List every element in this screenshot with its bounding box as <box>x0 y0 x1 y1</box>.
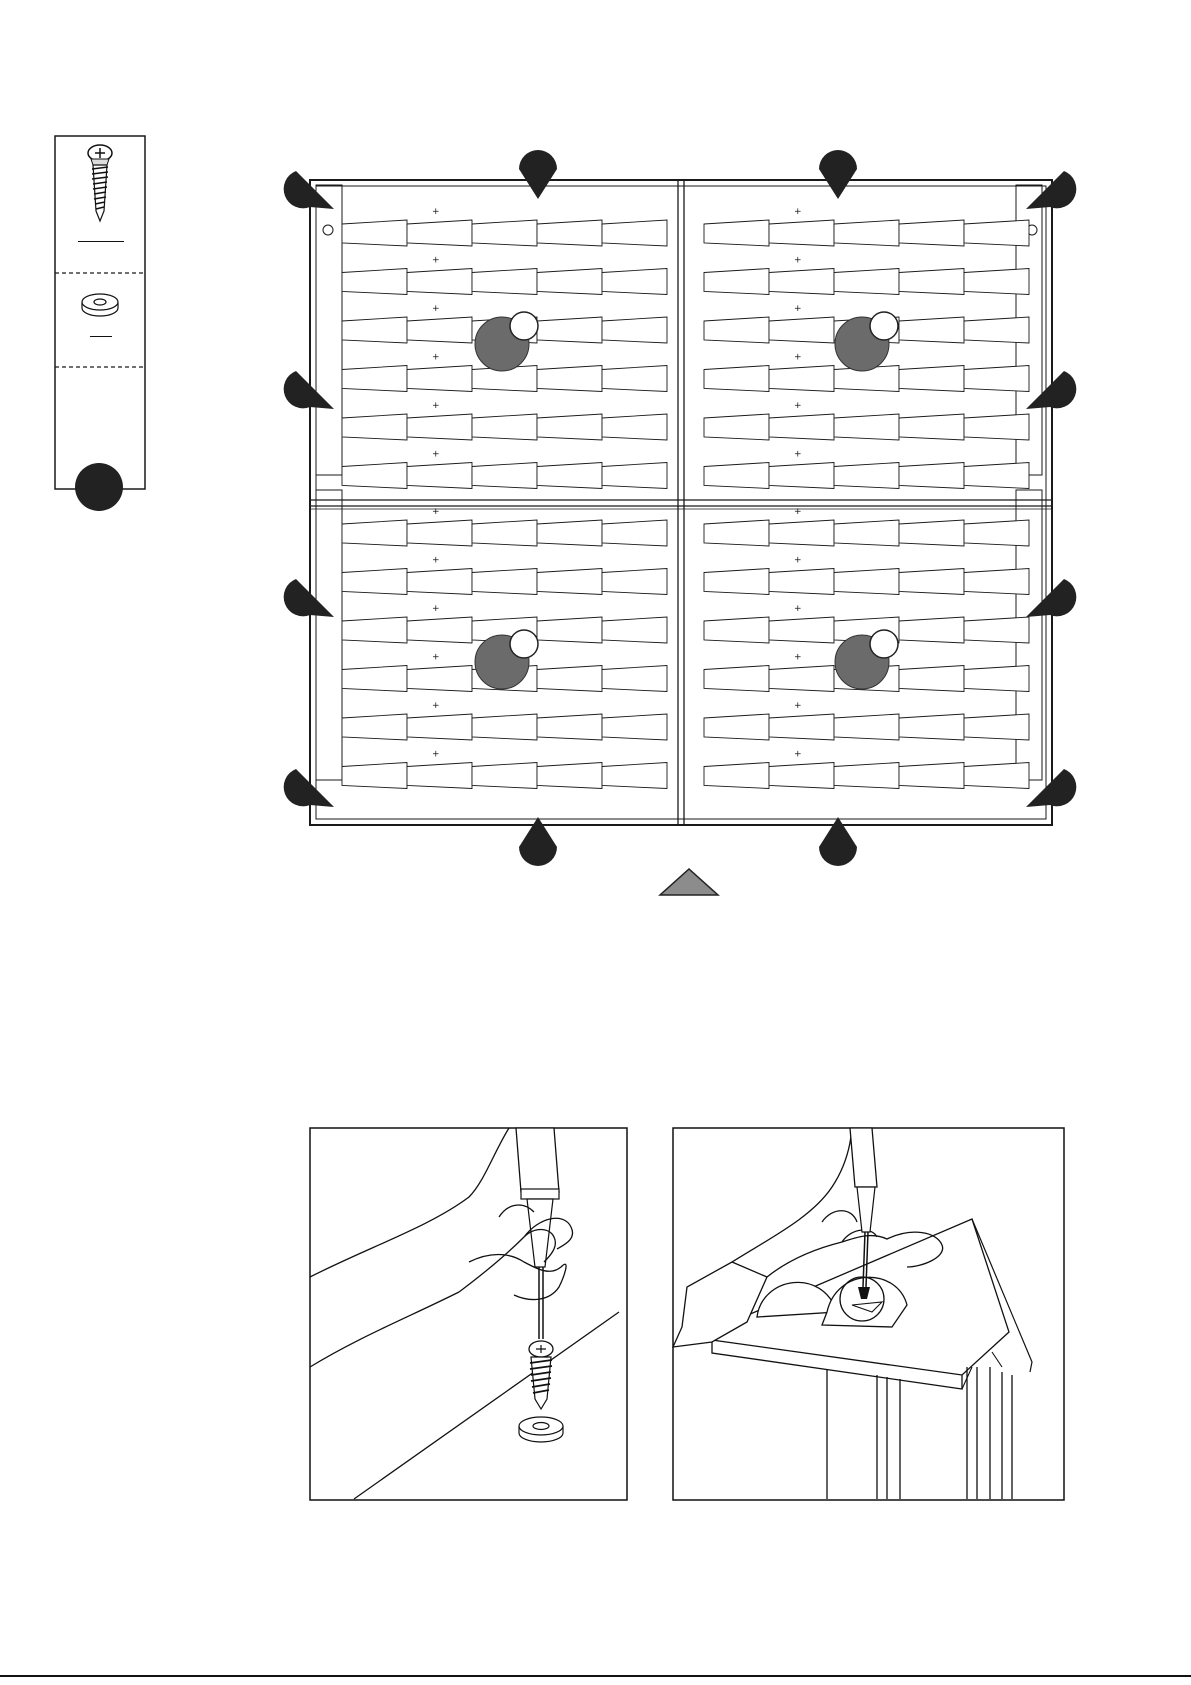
shingle <box>342 763 407 789</box>
shingle <box>769 366 834 392</box>
nail-mark: + <box>432 749 440 760</box>
up-arrow-icon <box>660 869 718 895</box>
shingle <box>342 617 407 643</box>
shingle <box>407 763 472 789</box>
shingle <box>602 617 667 643</box>
shingle <box>964 366 1029 392</box>
shingle <box>899 317 964 343</box>
shingle <box>407 366 472 392</box>
shingle <box>537 763 602 789</box>
nail-mark: + <box>794 401 802 411</box>
shingle <box>537 414 602 440</box>
shingle <box>407 714 472 740</box>
roof-panels-diagram <box>280 145 1080 905</box>
shingle <box>602 520 667 546</box>
shingle <box>407 520 472 546</box>
shingle <box>964 463 1029 489</box>
shingle <box>964 617 1029 643</box>
shingle <box>537 269 602 295</box>
shingle <box>899 617 964 643</box>
shingle <box>964 520 1029 546</box>
nail-mark: + <box>794 352 802 363</box>
shingle <box>704 666 769 692</box>
shingle <box>704 366 769 392</box>
nail-mark: + <box>794 255 802 266</box>
shingle <box>472 269 537 295</box>
shingle <box>704 220 769 246</box>
shingle <box>407 269 472 295</box>
shingle <box>342 666 407 692</box>
shingle <box>342 366 407 392</box>
shingle <box>769 520 834 546</box>
shingle <box>704 714 769 740</box>
nail-mark: + <box>432 207 440 217</box>
shingle <box>472 763 537 789</box>
shingle <box>834 220 899 246</box>
shingle <box>342 269 407 295</box>
shingle <box>407 317 472 343</box>
hardware-panel <box>54 135 146 490</box>
shingle <box>537 714 602 740</box>
shingle <box>964 569 1029 595</box>
shingle <box>537 520 602 546</box>
nail-mark: + <box>794 652 802 663</box>
screw-icon <box>84 143 116 223</box>
shingle <box>769 714 834 740</box>
shingle <box>407 463 472 489</box>
shingle <box>964 317 1029 343</box>
shingle <box>704 763 769 789</box>
shingle <box>769 220 834 246</box>
shingle <box>602 763 667 789</box>
shingle <box>342 317 407 343</box>
part-badge-number <box>510 630 538 658</box>
shingle <box>342 220 407 246</box>
shingle <box>964 220 1029 246</box>
shingle <box>407 666 472 692</box>
shingle <box>342 714 407 740</box>
shingle <box>537 569 602 595</box>
shingle <box>704 520 769 546</box>
shingle <box>899 463 964 489</box>
screwing-washer-illustration <box>309 1127 628 1501</box>
bottom-rule <box>0 1675 1191 1677</box>
shingle <box>899 763 964 789</box>
shingle <box>769 463 834 489</box>
nail-mark: + <box>432 255 440 266</box>
shingle <box>537 317 602 343</box>
shingle <box>899 666 964 692</box>
nail-mark: + <box>432 604 440 614</box>
shingle <box>899 269 964 295</box>
screw-count-line <box>78 241 124 242</box>
shingle <box>472 569 537 595</box>
shingle <box>834 269 899 295</box>
washer-count-line <box>90 336 112 337</box>
shingle <box>602 463 667 489</box>
part-badge-number <box>870 630 898 658</box>
shingle <box>834 569 899 595</box>
shingle <box>407 617 472 643</box>
nail-mark: + <box>794 207 802 217</box>
shingle <box>537 666 602 692</box>
shingle <box>899 366 964 392</box>
nail-mark: + <box>794 749 802 760</box>
shingle <box>407 220 472 246</box>
shingle <box>704 269 769 295</box>
nail-mark: + <box>794 507 802 517</box>
shingle <box>472 463 537 489</box>
nail-mark: + <box>432 449 440 460</box>
nail-mark: + <box>794 304 802 314</box>
shingle <box>342 520 407 546</box>
nail-mark: + <box>794 555 802 566</box>
shingle <box>537 617 602 643</box>
shingle <box>602 317 667 343</box>
shingle <box>769 569 834 595</box>
part-badge-number <box>510 312 538 340</box>
shingle <box>899 569 964 595</box>
part-badge-number <box>870 312 898 340</box>
shingle <box>704 317 769 343</box>
washer-icon <box>78 290 122 320</box>
shingle <box>769 666 834 692</box>
shingle <box>537 220 602 246</box>
shingle <box>602 220 667 246</box>
shingle <box>899 714 964 740</box>
shingle <box>407 414 472 440</box>
nail-mark: + <box>432 352 440 363</box>
shingle <box>342 569 407 595</box>
shingle <box>704 617 769 643</box>
nail-mark: + <box>432 652 440 663</box>
shingle <box>769 317 834 343</box>
shingle <box>834 520 899 546</box>
shingle <box>704 463 769 489</box>
shingle <box>602 714 667 740</box>
screwing-roof-illustration <box>672 1127 1065 1501</box>
shingle <box>964 763 1029 789</box>
shingle <box>964 414 1029 440</box>
shingle <box>834 763 899 789</box>
shingle <box>602 414 667 440</box>
shingle <box>602 366 667 392</box>
shingle <box>769 617 834 643</box>
shingle <box>769 414 834 440</box>
shingle <box>472 220 537 246</box>
shingle <box>704 414 769 440</box>
shingle <box>537 366 602 392</box>
shingle <box>834 414 899 440</box>
shingle <box>472 414 537 440</box>
shingle <box>704 569 769 595</box>
shingle <box>834 714 899 740</box>
shingle <box>602 666 667 692</box>
nail-mark: + <box>432 401 440 411</box>
shingle <box>602 269 667 295</box>
shingle <box>769 763 834 789</box>
nail-mark: + <box>432 507 440 517</box>
nail-mark: + <box>432 304 440 314</box>
shingle <box>899 414 964 440</box>
shingle <box>899 220 964 246</box>
step-badge <box>75 463 123 511</box>
shingle <box>834 463 899 489</box>
nail-mark: + <box>794 604 802 614</box>
nail-mark: + <box>432 555 440 566</box>
shingle <box>537 463 602 489</box>
shingle <box>602 569 667 595</box>
shingle <box>342 414 407 440</box>
shingle <box>472 520 537 546</box>
nail-mark: + <box>432 701 440 711</box>
shingle <box>964 666 1029 692</box>
shingle <box>964 714 1029 740</box>
nail-mark: + <box>794 449 802 460</box>
nail-mark: + <box>794 701 802 711</box>
shingle <box>899 520 964 546</box>
shingle <box>472 714 537 740</box>
shingle <box>769 269 834 295</box>
shingle <box>342 463 407 489</box>
shingle <box>407 569 472 595</box>
shingle <box>964 269 1029 295</box>
